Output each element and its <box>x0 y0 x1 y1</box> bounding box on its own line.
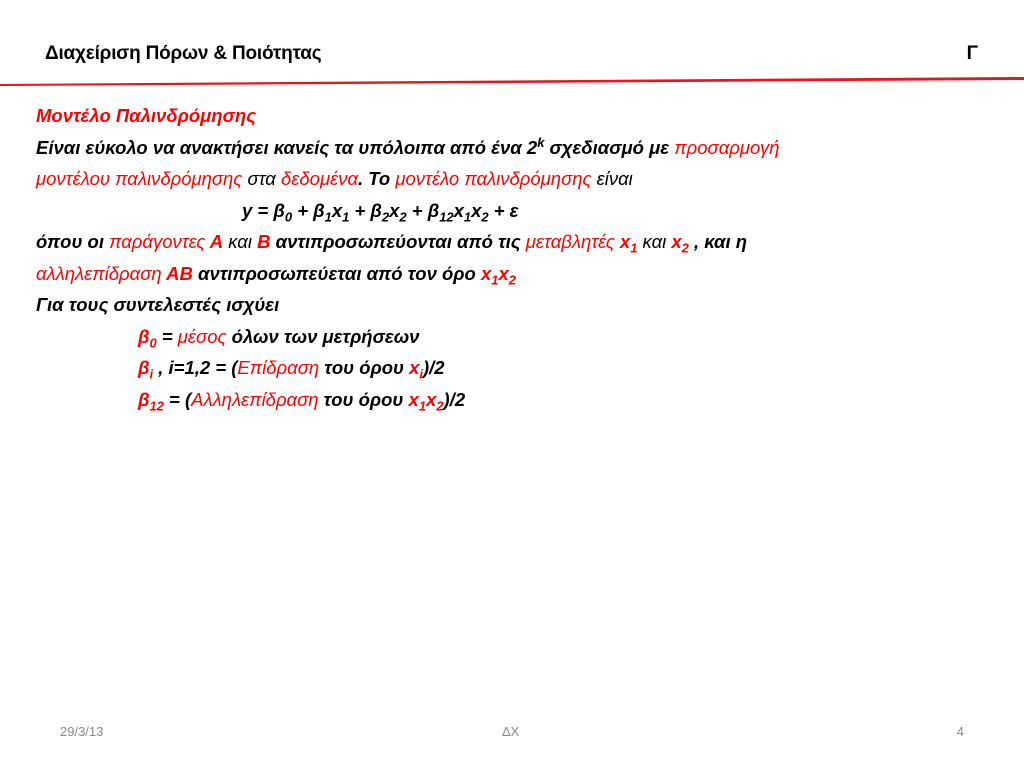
coefficient-b0: $\beta_0 = \mu έ\sigma o\varsigma$ όλων των μετρήσεων <box>138 325 420 351</box>
body-line-1: Είναι εύκολο να ανακτήσει κανείς τα υπόλοιπα από ένα 2$^k$ σχεδιασμό με προσαρμογή <box>36 134 780 158</box>
section-letter: Γ <box>966 43 978 64</box>
page-number: 4 <box>956 724 964 739</box>
coefficient-bi: $\beta_i$ , i=1,2 = (Επίδραση του όρου $x_i)/2$ <box>138 357 445 382</box>
body-line-2: μοντέλου παλινδρόμησης στα δεδομένα. Το μοντέλο παλινδρόμησης είναι <box>36 168 633 189</box>
term-fit: προσαρμογή <box>674 136 780 158</box>
body-line-4: όπου οι παράγοντες Α και Β αντιπροσωπεύονται από τις μεταβλητές $x_1$ και $x_2$ , και η <box>36 231 748 256</box>
body-line-6: Για τους συντελεστές ισχύει <box>36 294 280 315</box>
slide-body <box>36 100 996 415</box>
body-line-5: αλληλεπίδραση ΑΒ αντιπροσωπεύεται από τον όρο $x_1x_2$ <box>36 262 516 288</box>
coefficient-b12: $\beta_{12} = (A\lambda\lambda\eta\lambda\varepsilon\pi ί\delta\rho\alpha\sigma\eta$ του όρου $x_1x_2)/2$ <box>138 388 466 414</box>
section-heading: Μοντέλο Παλινδρόμησης <box>36 105 257 126</box>
footer-date: 29/3/13 <box>60 724 104 739</box>
header-divider <box>0 76 1024 86</box>
footer-author: ΔΧ <box>502 724 520 739</box>
slide-title: Διαχείριση Πόρων & Ποιότητας <box>45 43 322 64</box>
regression-equation: $y = \beta_0 + \beta_1x_1 + \beta_2x_2 + \beta_{12}x_1x_2 + \varepsilon$ <box>242 199 519 225</box>
